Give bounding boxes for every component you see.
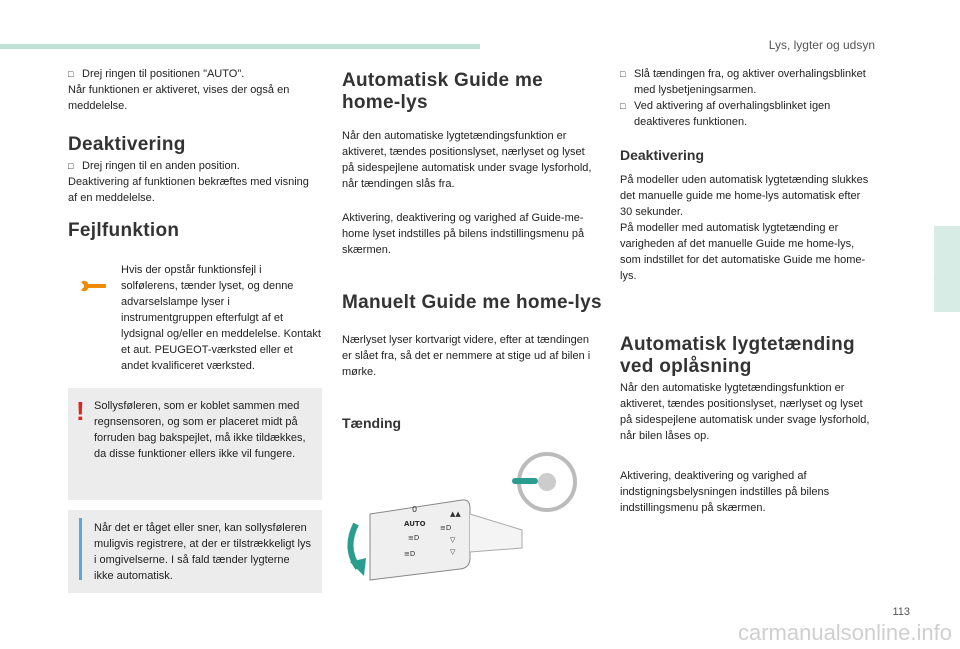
manual-guide-heading: Manuelt Guide me home-lys [342,292,602,313]
column-3-bullets [620,66,874,130]
manual-guide-text: Nærlyset lyser kortvarigt videre, efter at tændingen er slået fra, så det er nemmere at stige ud af bilen i mørke. [342,334,591,378]
svg-text:0: 0 [412,505,418,514]
warning-box [68,388,322,500]
header-accent-bar [0,44,480,49]
light-stalk-illustration [342,452,598,593]
deactivation-text: Deaktivering af funktionen bekræftes med visning af en meddelelse. [68,176,309,204]
auto-guide-text-1: Når den automatiske lygtetændingsfunktion er aktiveret, tændes positionslyset, nærlyset og lyset på sidespejlene automatisk under svage lysforhold, når tændingen slås fra. [342,130,592,190]
stalk-auto-label: AUTO [404,520,426,528]
square-bullet-icon: □ [620,101,626,111]
fault-heading: Fejlfunktion [68,220,180,241]
unlock-lighting-heading: Automatisk lygtetænding ved oplåsning [620,334,855,377]
svg-text:≡D: ≡D [408,534,420,542]
watermark: carmanualsonline.info [737,620,952,645]
info-text: Når det er tåget eller sner, kan sollysføleren muligvis registrere, at der er tilstrækkeligt lys i omgivelserne. I så fald tænder lygterne ikke automatisk. [94,522,312,582]
square-bullet-icon: □ [68,69,74,79]
deactivation-bullet: □ Drej ringen til en anden position. [68,160,240,172]
warning-text: Sollysføleren, som er koblet sammen med regnsensoren, og som er placeret midt på forruden bag bakspejlet, må ikke tildækkes, da disse funktioner ellers ikke vil fungere. [94,400,306,460]
bullet-1: □ Slå tændingen fra, og aktiver overhalingsblinket med lysbetjeningsarmen. [620,68,866,96]
auto-guide-text-2: Aktivering, deaktivering og varighed af Guide-me-home lyset indstilles på bilens indstillingsmenu på skærmen. [342,212,585,256]
col3-deactivation-heading: Deaktivering [620,147,705,163]
info-box [68,510,322,593]
svg-text:▽: ▽ [450,548,456,556]
chapter-tab [934,226,960,312]
warning-exclamation-icon: ! [76,396,85,426]
fault-text: Hvis der opstår funktionsfejl i solfølerens, tænder lyset, og denne advarselslampe lyser i instrumentgruppen efterfulgt af et lydsignal og/eller en meddelelse. Kontakt et aut. PEUGEOT-værksted eller et andet kvalificeret værksted. [121,264,321,372]
ignition-heading: Tænding [342,415,402,431]
svg-text:≡D: ≡D [404,550,416,558]
col3-deactivation-text-1: På modeller uden automatisk lygtetænding slukkes det manuelle guide me home-lys automatisk efter 30 sekunder. [620,174,869,218]
deactivation-block [68,158,320,206]
col3-deactivation-block [620,172,874,284]
col3-deactivation-text-2: På modeller med automatisk lygtetænding er varigheden af det manuelle Guide me home-lys, som indstillet for det automatiske Guide me home-lys. [620,222,866,282]
wrench-warning-icon [80,279,110,293]
unlock-lighting-text-2: Aktivering, deaktivering og varighed af indstigningsbelysningen indstilles på bilens indstillingsmenu på skærmen. [620,470,830,514]
page-number: 113 [892,606,910,618]
square-bullet-icon: □ [620,69,626,79]
svg-text:▽: ▽ [450,536,456,544]
svg-text:▲▲: ▲▲ [450,510,461,518]
bullet-2: □ Ved aktivering af overhalingsblinket igen deaktiveres funktionen. [620,100,831,128]
auto-guide-heading: Automatisk Guide me home-lys [342,70,544,113]
unlock-lighting-text-1: Når den automatiske lygtetændingsfunktion er aktiveret, tændes positionslyset, nærlyset og lyset på sidespejlene automatisk under svage lysforhold, når bilen låses op. [620,382,870,442]
svg-text:≡D: ≡D [440,524,452,532]
square-bullet-icon: □ [68,161,74,171]
intro-text: Når funktionen er aktiveret, vises der også en meddelelse. [68,84,290,112]
deactivation-heading: Deaktivering [68,134,186,155]
column-1 [68,66,320,114]
info-bar-icon [79,518,82,580]
section-title: Lys, lygter og udsyn [768,38,875,52]
intro-bullet: □ Drej ringen til positionen "AUTO". [68,68,245,80]
chapter-number: 4 [900,230,935,299]
